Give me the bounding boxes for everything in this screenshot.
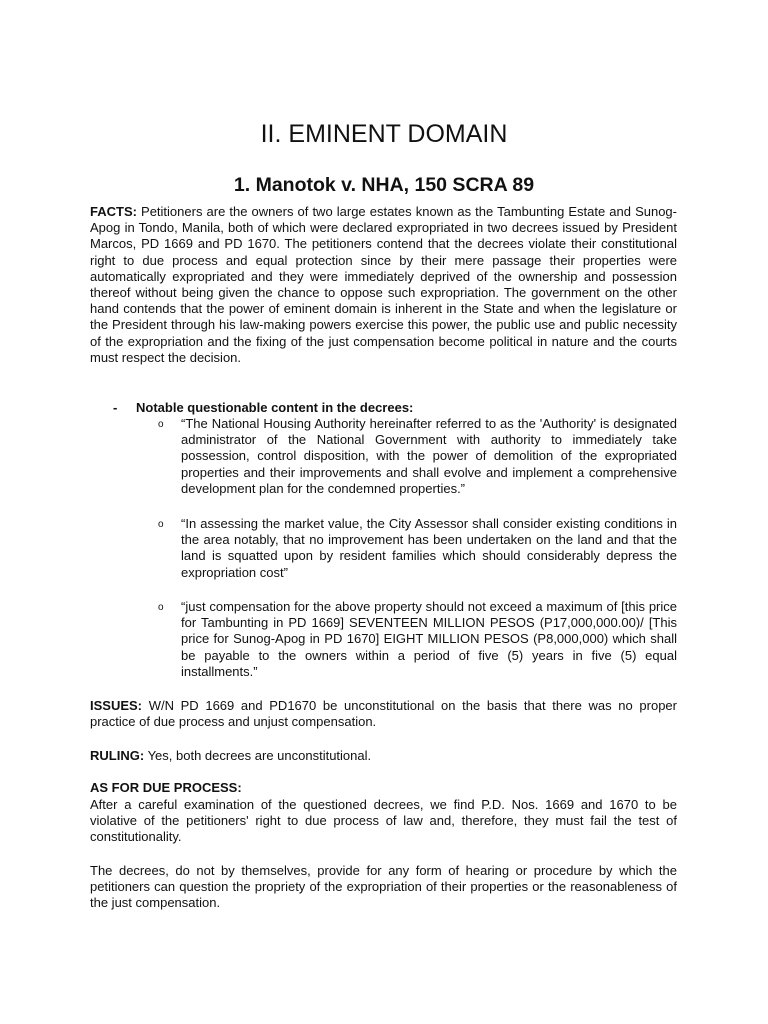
due-process-paragraph: After a careful examination of the questioned decrees, we find P.D. Nos. 1669 and 1670 to be violative of the petitioners' right to due process of law and, therefore, they must fail the test of constitutionality.: [90, 797, 677, 845]
due-process-paragraph: The decrees, do not by themselves, provide for any form of hearing or procedure by which the petitioners can question the propriety of the expropriation of their properties or the reasonableness of the just compensation.: [90, 863, 677, 911]
notable-heading-text: Notable questionable content in the decrees:: [136, 400, 414, 415]
facts-paragraph: [90, 204, 677, 366]
case-title: 1. Manotok v. NHA, 150 SCRA 89: [233, 174, 535, 196]
due-process-heading: AS FOR DUE PROCESS:: [90, 780, 242, 795]
notable-heading: [113, 400, 413, 416]
list-item-text: “In assessing the market value, the City Assessor shall consider existing conditions in the area notably, that no improvement has been undertaken on the land and that the land is squatted upon by resident families which should considerably depress the expropriation cost”: [181, 516, 677, 580]
circle-bullet-icon: o: [158, 419, 164, 430]
list-item-text: “just compensation for the above property should not exceed a maximum of [this price for Tambunting in PD 1669] SEVENTEEN MILLION PESOS (P17,000,000.00)/ [This price for Sunog-Apog in PD 1670] EIGHT MILLION PESOS (P8,000,000) which shall be payable to the owners within a period of five (5) years in five (5) equal installments.”: [181, 599, 677, 679]
ruling-text: Yes, both decrees are unconstitutional.: [147, 748, 372, 763]
section-title: II. EMINENT DOMAIN: [260, 120, 508, 148]
circle-bullet-icon: o: [158, 519, 164, 530]
issues-paragraph: [90, 698, 677, 730]
circle-bullet-icon: o: [158, 602, 164, 613]
ruling-label: RULING:: [90, 748, 145, 763]
ruling-paragraph: [90, 748, 677, 764]
issues-label: ISSUES:: [90, 698, 143, 713]
facts-text: Petitioners are the owners of two large estates known as the Tambunting Estate and Sunog-Apog in Tondo, Manila, both of which were declared expropriated in two decrees issued by President Marcos, PD 1669 and PD 1670. The petitioners contend that the decrees violate their constitutional right to due process and equal protection since by their mere passage their properties were automatically expropriated and they were immediately deprived of the ownership and possession thereof without being given the chance to oppose such expropriation. The government on the other hand contends that the power of eminent domain is inherent in the State and when the legislature or the President through his law-making powers exercise this power, the public use and public necessity of the expropriation and the fixing of the just compensation become political in nature and the courts must respect the decision.: [90, 204, 677, 365]
dash-bullet: -: [113, 400, 118, 415]
issues-text: W/N PD 1669 and PD1670 be unconstitutional on the basis that there was no proper practice of due process and unjust compensation.: [90, 698, 677, 730]
facts-label: FACTS:: [90, 204, 137, 219]
list-item-text: “The National Housing Authority hereinafter referred to as the 'Authority' is designated administrator of the National Government with authority to immediately take possession, control disposition, with the power of demolition of the expropriated properties and their improvements and shall evolve and implement a comprehensive development plan for the condemned properties.”: [181, 416, 677, 496]
